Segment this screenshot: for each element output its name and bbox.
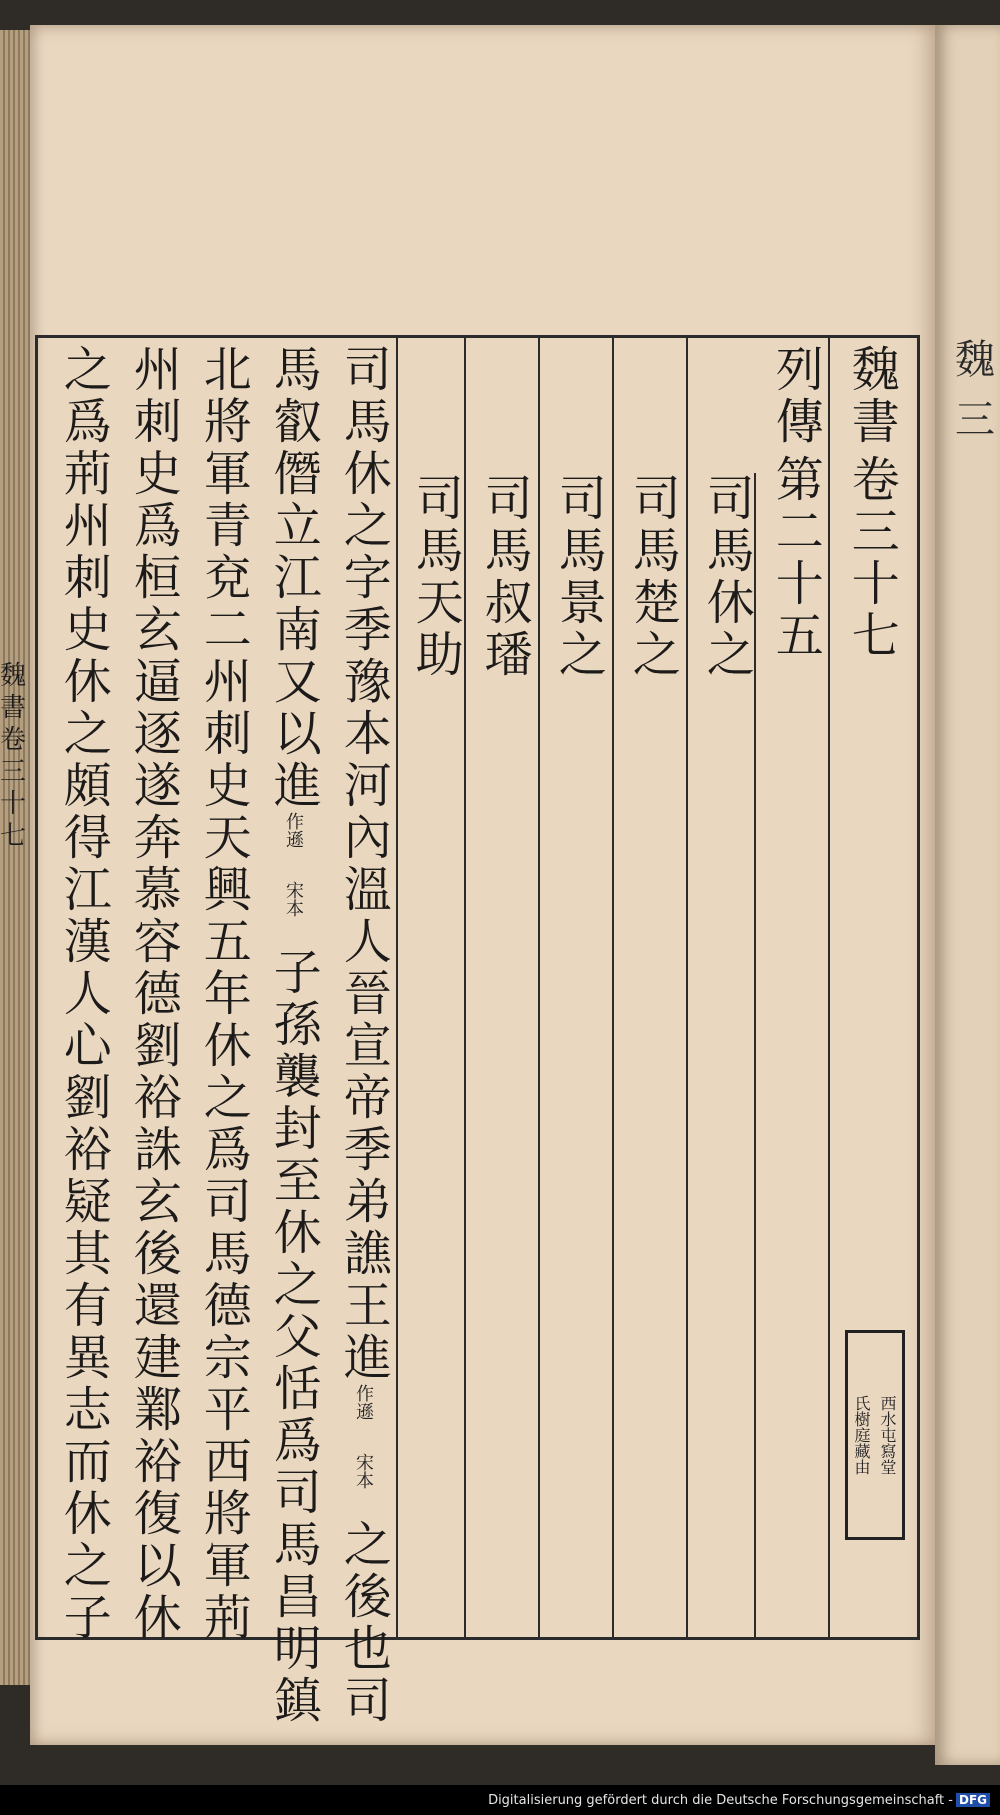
- facing-page-text: 魏三: [955, 337, 995, 443]
- body-column-3: 北將軍青兗二州刺史天興五年休之爲司馬德宗平西將軍荊: [195, 344, 252, 1644]
- margin-label: 魏書卷三十七: [0, 661, 27, 851]
- body-column-5: 之爲荊州刺史休之頗得江漢人心劉裕疑其有異志而休之子: [55, 344, 112, 1644]
- footer-credit: Digitalisierung gefördert durch die Deutsche Forschungsgemeinschaft - DFG: [488, 1793, 990, 1808]
- facing-page-edge: [935, 25, 1000, 1765]
- contents-item: 司馬叔璠: [476, 473, 533, 681]
- volume-label: 卷三十七: [843, 454, 900, 662]
- body-column-2: 馬叡僭立江南又以進 宋本 作遜 子孫襲封至休之父恬爲司馬昌明鎮: [265, 344, 322, 1727]
- dfg-logo: DFG: [956, 1793, 990, 1807]
- contents-item: 司馬楚之: [624, 473, 681, 681]
- section-label: 列傳: [767, 344, 824, 448]
- footer-bar: [0, 1785, 1000, 1815]
- contents-item: 司馬景之: [550, 473, 607, 681]
- contents-item: 司馬天助: [407, 473, 464, 681]
- body-column-4: 州刺史爲桓玄逼逐遂奔慕容德劉裕誅玄後還建鄴裕復以休: [125, 344, 182, 1644]
- variant-note: 宋本 作遜: [353, 1384, 374, 1489]
- header-section-column: [760, 344, 830, 662]
- collector-seal: 西水屯寫堂 氏樹庭藏由: [845, 1330, 905, 1540]
- text-frame: [35, 335, 920, 1727]
- variant-note: 宋本 作遜: [283, 812, 304, 917]
- book-title: 魏書: [843, 344, 900, 448]
- contents-item: 司馬休之: [698, 473, 755, 681]
- header-title-column: [836, 344, 906, 662]
- chapter-label: 第二十五: [767, 454, 824, 662]
- body-column-1: 司馬休之字季豫本河內溫人晉宣帝季弟譙王進 宋本 作遜 之後也司: [335, 344, 392, 1727]
